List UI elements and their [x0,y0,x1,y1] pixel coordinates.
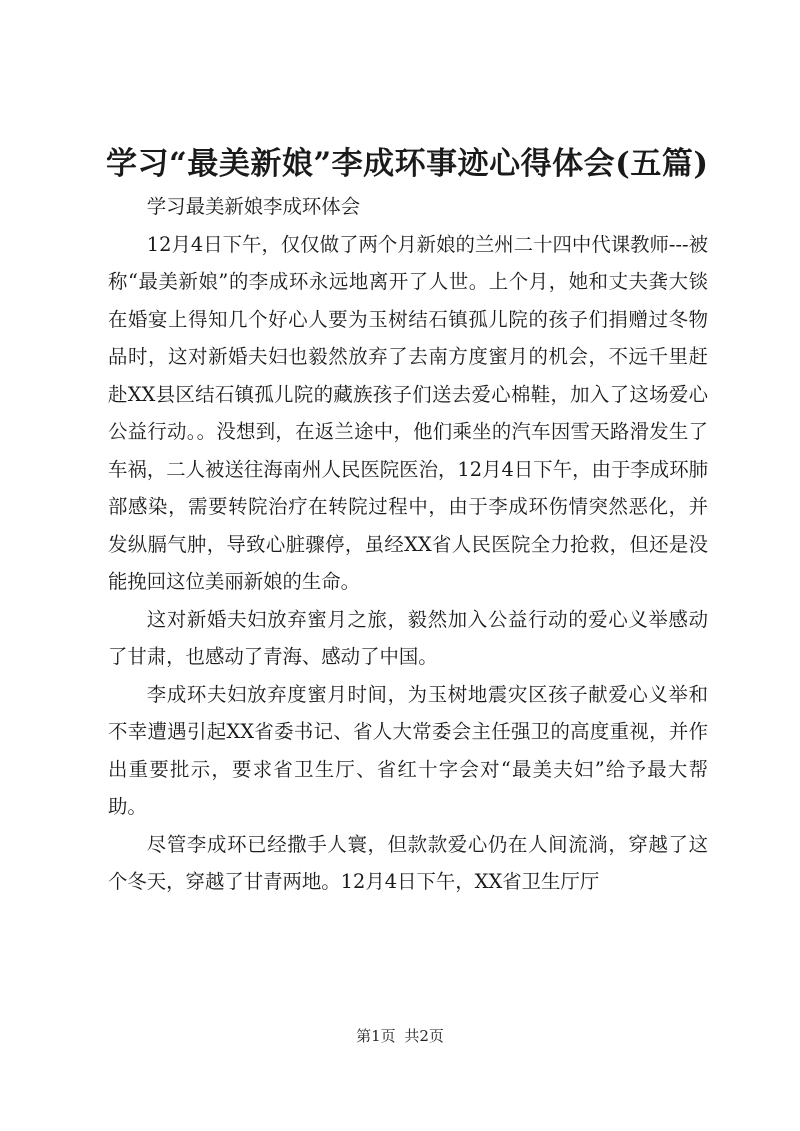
body-paragraph-1: 12月4日下午，仅仅做了两个月新娘的兰州二十四中代课教师---被称“最美新娘”的李成环永远地离开了人世。上个月，她和丈夫龚大锬在婚宴上得知几个好心人要为玉树结石镇孤儿院的孩子们捐赠过冬物品时，这对新婚夫妇也毅然放弃了去南方度蜜月的机会，不远千里赶赴XX县区结石镇孤儿院的藏族孩子们送去爱心棉鞋，加入了这场爱心公益行动。。没想到，在返兰途中，他们乘坐的汽车因雪天路滑发生了车祸，二人被送往海南州人民医院医治，12月4日下午，由于李成环肺部感染，需要转院治疗在转院过程中，由于李成环伤情突然恶化，并发纵膈气肿，导致心脏骤停，虽经XX省人民医院全力抢救，但还是没能挽回这位美丽新娘的生命。 [108,232,708,593]
document-body [108,188,708,901]
page-total: 共2页 [404,1027,444,1045]
body-paragraph-3: 李成环夫妇放弃度蜜月时间，为玉树地震灾区孩子献爱心义举和不幸遭遇引起XX省委书记、省人大常委会主任强卫的高度重视，并作出重要批示，要求省卫生厅、省红十字会对“最美夫妇”给予最大帮助。 [108,682,708,818]
body-paragraph-4: 尽管李成环已经撒手人寰，但款款爱心仍在人间流淌，穿越了这个冬天，穿越了甘青两地。12月4日下午，XX省卫生厅厅 [108,832,708,893]
document-title: 学习“最美新娘”李成环事迹心得体会(五篇) [106,146,709,182]
page-footer [0,1025,800,1046]
subtitle-paragraph: 学习最美新娘李成环体会 [146,195,361,218]
body-paragraph-2: 这对新婚夫妇放弃蜜月之旅，毅然加入公益行动的爱心义举感动了甘肃，也感动了青海、感动了中国。 [108,607,708,668]
page-number: 第1页 [356,1027,396,1045]
